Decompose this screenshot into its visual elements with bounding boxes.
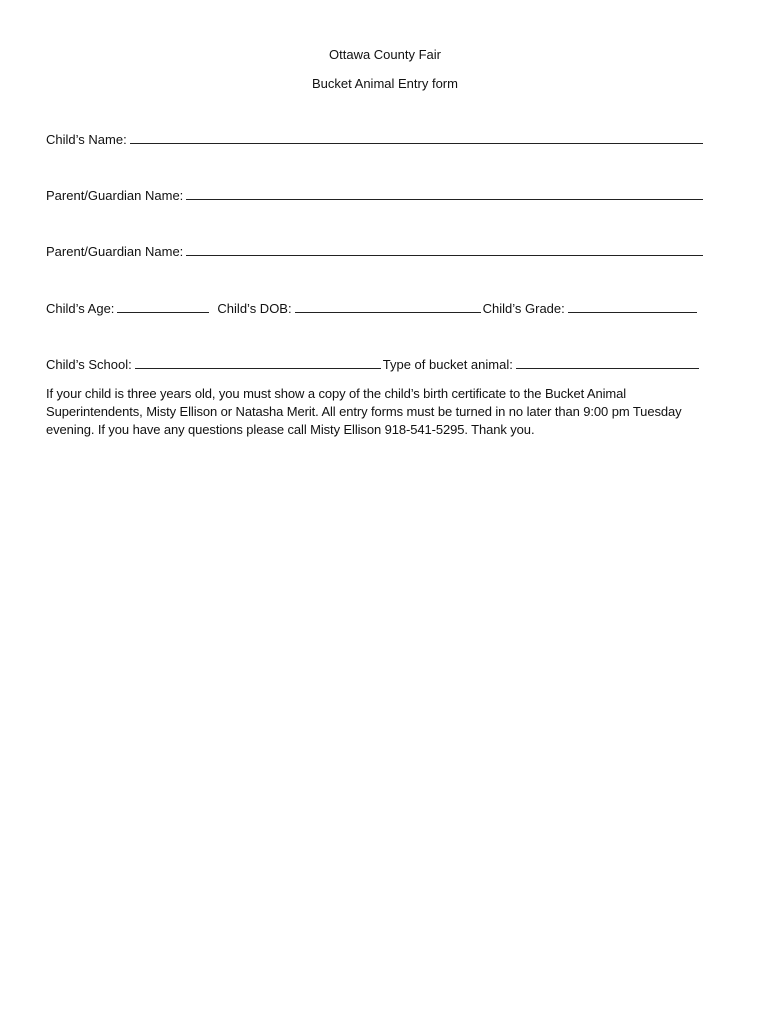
animal-type-field[interactable]	[516, 356, 699, 369]
child-school-field[interactable]	[135, 356, 381, 369]
guardian-2-row	[46, 243, 706, 259]
child-age-field[interactable]	[117, 300, 209, 313]
form-title: Ottawa County Fair	[329, 47, 441, 62]
child-grade-field[interactable]	[568, 300, 697, 313]
animal-type-label: Type of bucket animal:	[382, 357, 513, 372]
form-subtitle: Bucket Animal Entry form	[312, 76, 458, 91]
child-dob-field[interactable]	[295, 300, 481, 313]
school-animal-row	[46, 356, 702, 372]
guardian-1-label: Parent/Guardian Name:	[46, 188, 184, 203]
guardian-1-field[interactable]	[186, 187, 703, 200]
child-name-label: Child’s Name:	[46, 132, 127, 147]
child-name-field[interactable]	[130, 131, 703, 144]
child-school-label: Child’s School:	[46, 357, 132, 372]
age-dob-grade-row	[46, 300, 700, 316]
guardian-2-field[interactable]	[186, 243, 703, 256]
child-age-label: Child’s Age:	[46, 301, 115, 316]
child-grade-label: Child’s Grade:	[482, 301, 565, 316]
guardian-1-row	[46, 187, 706, 203]
guardian-2-label: Parent/Guardian Name:	[46, 244, 184, 259]
child-name-row	[46, 131, 706, 147]
instructions-paragraph: If your child is three years old, you must show a copy of the child’s birth certificate to the Bucket Animal Superintendents, Misty Ellison or Natasha Merit. All entry forms must be turned in no later than 9:00 pm Tuesday evening. If you have any questions please call Misty Ellison 918-541-5295. Thank you.	[46, 386, 682, 437]
child-dob-label: Child’s DOB:	[217, 301, 292, 316]
